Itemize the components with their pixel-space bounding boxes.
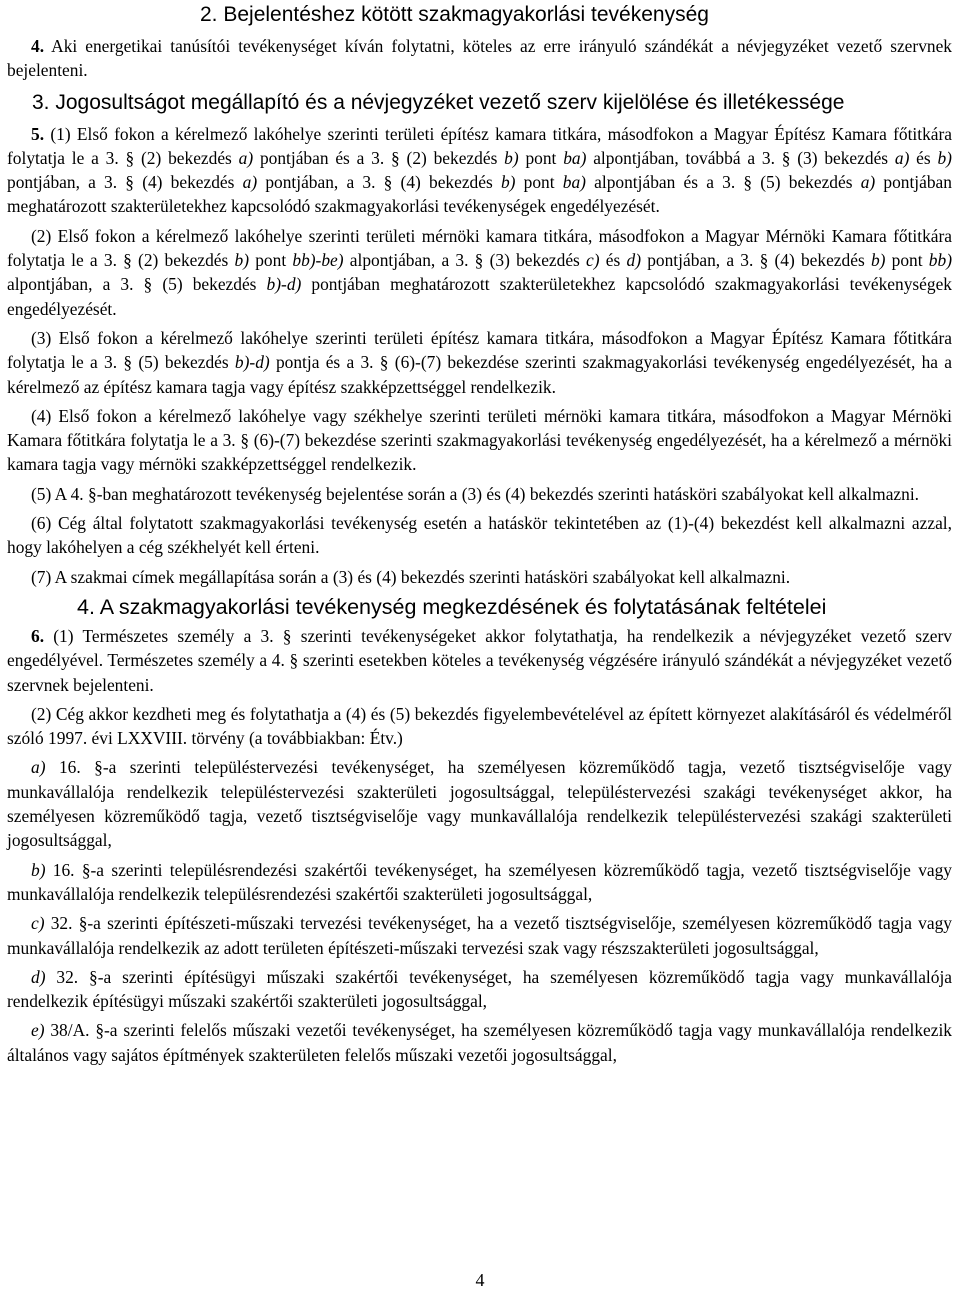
list-item-e: e) 38/A. §-a szerinti felelős műszaki vezetői tevékenységet, ha személyesen közreműködő tagja vagy munkavállalója rendelkezik általános vagy sajátos építmények szakterületen felelős műszaki vezetői jogosultsággal, (7, 1020, 952, 1065)
list-item-c: c) 32. §-a szerinti építészeti-műszaki tervezési tevékenységet, ha a vezető tisztségviselője, személyesen közreműködő tagja vagy munkavállalója rendelkezik az adott területen építészeti-műszaki tervezési szak vagy részszakterületi jogosultsággal, (7, 913, 952, 958)
paragraph-section-6-2: (2) Cég akkor kezdheti meg és folytathatja a (4) és (5) bekezdés figyelembevételével az épített környezet alakításáról és védelméről szóló 1997. évi LXXVIII. törvény (a továbbiakban: Étv.) (7, 703, 952, 749)
section-heading-2: 2. Bejelentéshez kötött szakmagyakorlási tevékenység (200, 3, 709, 26)
paragraph-section-5-7: (7) A szakmai címek megállapítása során a (3) és (4) bekezdés szerinti hatásköri szabályokat kell alkalmazni. (31, 566, 791, 587)
section-heading-3: 3. Jogosultságot megállapító és a névjegyzéket vezető szerv kijelölése és illetékessége (32, 90, 845, 114)
list-label: a) (31, 757, 46, 778)
list-item-a: a) 16. §-a szerinti településtervezési tevékenységet, ha személyesen közreműködő tagja, vezető tisztségviselője vagy munkavállalója rendelkezik településtervezési szakterületi jogosultsággal, településtervezési szakági tevékenységet akkor, ha személyesen közreműködő tagja, vezető tisztségviselője vagy munkavállalója rendelkezik településtervezési szakági szakterületi jogosultsággal, (7, 757, 952, 851)
list-label: c) (31, 913, 45, 934)
list-label: e) (31, 1020, 45, 1041)
paragraph-section-5-3: (3) Első fokon a kérelmező lakóhelye szerinti területi építész kamara titkára, másodfokon a Magyar Építész Kamara főtitkára folytatja le a 3. § (5) bekezdés b)-d) pontja és a 3. § (6)-(7) bekezdése szerinti szakmagyakorlási tevékenység engedélyezését, ha a kérelmező az építész kamara tagja vagy építész szakképzettséggel rendelkezik. (7, 327, 952, 397)
paragraph-section-4: 4. Aki energetikai tanúsítói tevékenységet kíván folytatni, köteles az erre irányuló szándékát a névjegyzéket vezető szervnek bejelenteni. (7, 36, 952, 81)
paragraph-section-5-1: 5. (1) Első fokon a kérelmező lakóhelye szerinti területi építész kamara titkára, másodfokon a Magyar Építész Kamara főtitkára folytatja le a 3. § (2) bekezdés a) pontjában és a 3. § (2) bekezdés b) pont ba) alpontjában, továbbá a 3. § (3) bekezdés a) és b) pontjában, a 3. § (4) bekezdés a) pontjában, a 3. § (4) bekezdés b) pont ba) alpontjában és a 3. § (5) bekezdés a) pontjában meghatározott szakterületekhez kapcsolódó szakmagyakorlási tevékenységek engedélyezését. (7, 123, 952, 217)
section-number: 4. (31, 36, 45, 56)
paragraph-section-5-6: (6) Cég által folytatott szakmagyakorlási tevékenység esetén a hatáskör tekintetében az (1)-(4) bekezdést kell alkalmazni azzal, hogy lakóhelyen a cég székhelyét kell érteni. (7, 513, 952, 558)
paragraph-section-6-1: 6. (1) Természetes személy a 3. § szerinti tevékenységeket akkor folytathatja, ha rendelkezik a névjegyzéket vezető szerv engedélyével. Természetes személy a 4. § szerinti esetekben köteles a tevékenység végzésére irányuló szándékát a névjegyzéket vezető szervnek bejelenteni. (7, 625, 952, 695)
list-label: b) (31, 859, 46, 880)
paragraph-section-5-2: (2) Első fokon a kérelmező lakóhelye szerinti területi mérnöki kamara titkára, másodfokon a Magyar Mérnöki Kamara főtitkára folytatja le a 3. § (2) bekezdés b) pont bb)-be) alpontjában, a 3. § (3) bekezdés c) és d) pontjában, a 3. § (4) bekezdés b) pont bb) alpontjában, a 3. § (5) bekezdés b)-d) pontjában meghatározott szakterületekhez kapcsolódó szakmagyakorlási tevékenységek engedélyezését. (7, 225, 952, 319)
list-label: d) (31, 966, 46, 987)
page-number: 4 (475, 1270, 485, 1290)
paragraph-section-5-4: (4) Első fokon a kérelmező lakóhelye vagy székhelye szerinti területi mérnöki kamara titkára, másodfokon a Magyar Mérnöki Kamara főtitkára folytatja le a 3. § (6)-(7) bekezdése szerinti szakmagyakorlási tevékenység engedélyezését, ha a kérelmező a mérnöki kamara tagja vagy mérnöki szakképzettséggel rendelkezik. (7, 405, 952, 475)
paragraph-section-5-5: (5) A 4. §-ban meghatározott tevékenység bejelentése során a (3) és (4) bekezdés szerinti hatásköri szabályokat kell alkalmazni. (31, 483, 920, 504)
section-number: 5. (31, 123, 45, 144)
list-item-b: b) 16. §-a szerinti településrendezési szakértői tevékenységet, ha személyesen közreműködő tagja, vezető tisztségviselője vagy munkavállalója rendelkezik településrendezési szakértői szakterületi jogosultsággal, (7, 859, 952, 904)
list-item-d: d) 32. §-a szerinti építésügyi műszaki szakértői tevékenységet, ha személyesen közreműködő tagja vagy munkavállalója rendelkezik építésügyi műszaki szakértői szakterületi jogosultsággal, (7, 966, 952, 1012)
section-number: 6. (31, 625, 45, 646)
section-heading-4: 4. A szakmagyakorlási tevékenység megkezdésének és folytatásának feltételei (77, 594, 827, 619)
